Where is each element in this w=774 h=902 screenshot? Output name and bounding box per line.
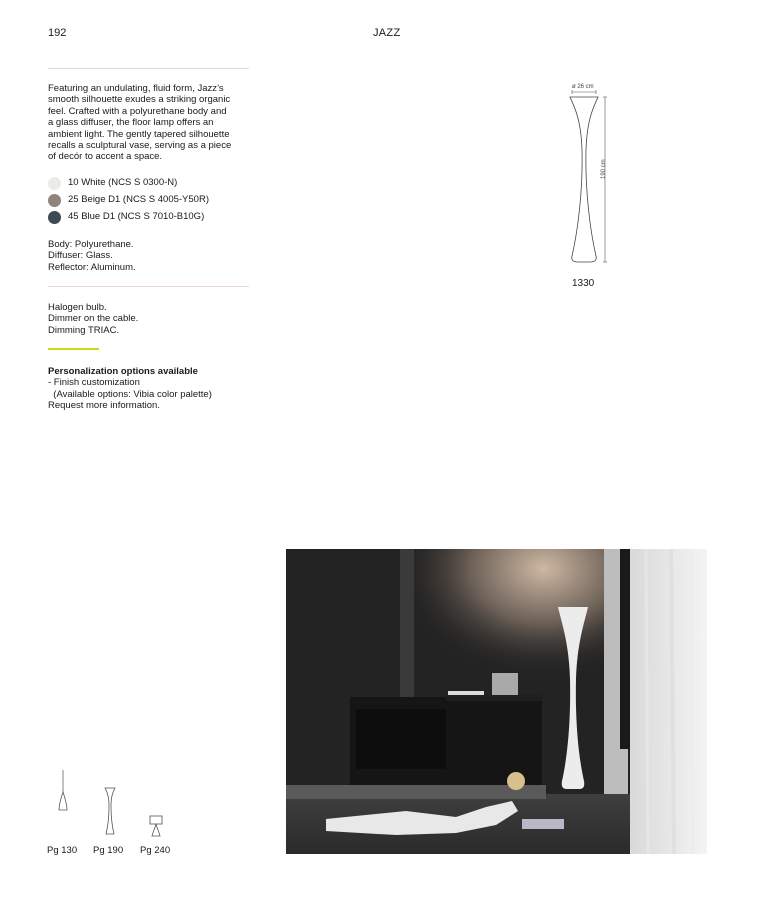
- electrical-info: Halogen bulb. Dimmer on the cable. Dimming TRIAC.: [48, 302, 139, 336]
- interior-photo: [286, 549, 707, 854]
- personalization-heading: Personalization options available: [48, 366, 198, 377]
- related-pg-130[interactable]: Pg 130: [47, 845, 78, 856]
- related-pg-190[interactable]: Pg 190: [93, 845, 124, 856]
- floor-lamp-drawing-icon: [560, 80, 630, 270]
- diameter-label: ø 26 cm: [572, 84, 594, 90]
- floor-lamp-icon: [103, 786, 117, 838]
- related-pg-240[interactable]: Pg 240: [140, 845, 171, 856]
- page-title: JAZZ: [373, 27, 401, 39]
- living-room-photo-icon: [286, 549, 707, 854]
- finish-option: 25 Beige D1 (NCS S 4005-Y50R): [48, 193, 209, 207]
- beige-swatch-icon: [48, 194, 61, 207]
- request-info-link[interactable]: Request more information.: [48, 400, 160, 412]
- divider-top: [48, 68, 249, 69]
- finish-option: 45 Blue D1 (NCS S 7010-B10G): [48, 210, 204, 224]
- personalization-block: Personalization options available - Finish customization (Available options: Vibia color palette) Request more information.: [48, 366, 212, 412]
- page-number: 192: [48, 27, 67, 39]
- materials-list: Body: Polyurethane. Diffuser: Glass. Reflector: Aluminum.: [48, 239, 136, 273]
- height-label: 190 cm: [601, 159, 607, 179]
- pendant-lamp-icon: [56, 770, 70, 816]
- divider-middle: [48, 286, 249, 287]
- related-pendant[interactable]: [56, 770, 70, 816]
- product-description: Featuring an undulating, fluid form, Jazz’s smooth silhouette exudes a striking organic feel. Crafted with a polyurethane body and a glass diffuser, the floor lamp offers an ambient light. The gently tapered silhouette recalls a sculptural vase, serving as a piece of decór to accent a space.: [48, 83, 232, 163]
- related-table-lamp[interactable]: [148, 814, 164, 838]
- table-lamp-icon: [148, 814, 164, 838]
- white-swatch-icon: [48, 177, 61, 190]
- model-number: 1330: [572, 278, 595, 289]
- blue-swatch-icon: [48, 211, 61, 224]
- related-floor-lamp[interactable]: [103, 786, 117, 838]
- finish-option: 10 White (NCS S 0300-N): [48, 176, 177, 190]
- accent-bar: [48, 348, 99, 350]
- technical-drawing: [560, 80, 630, 270]
